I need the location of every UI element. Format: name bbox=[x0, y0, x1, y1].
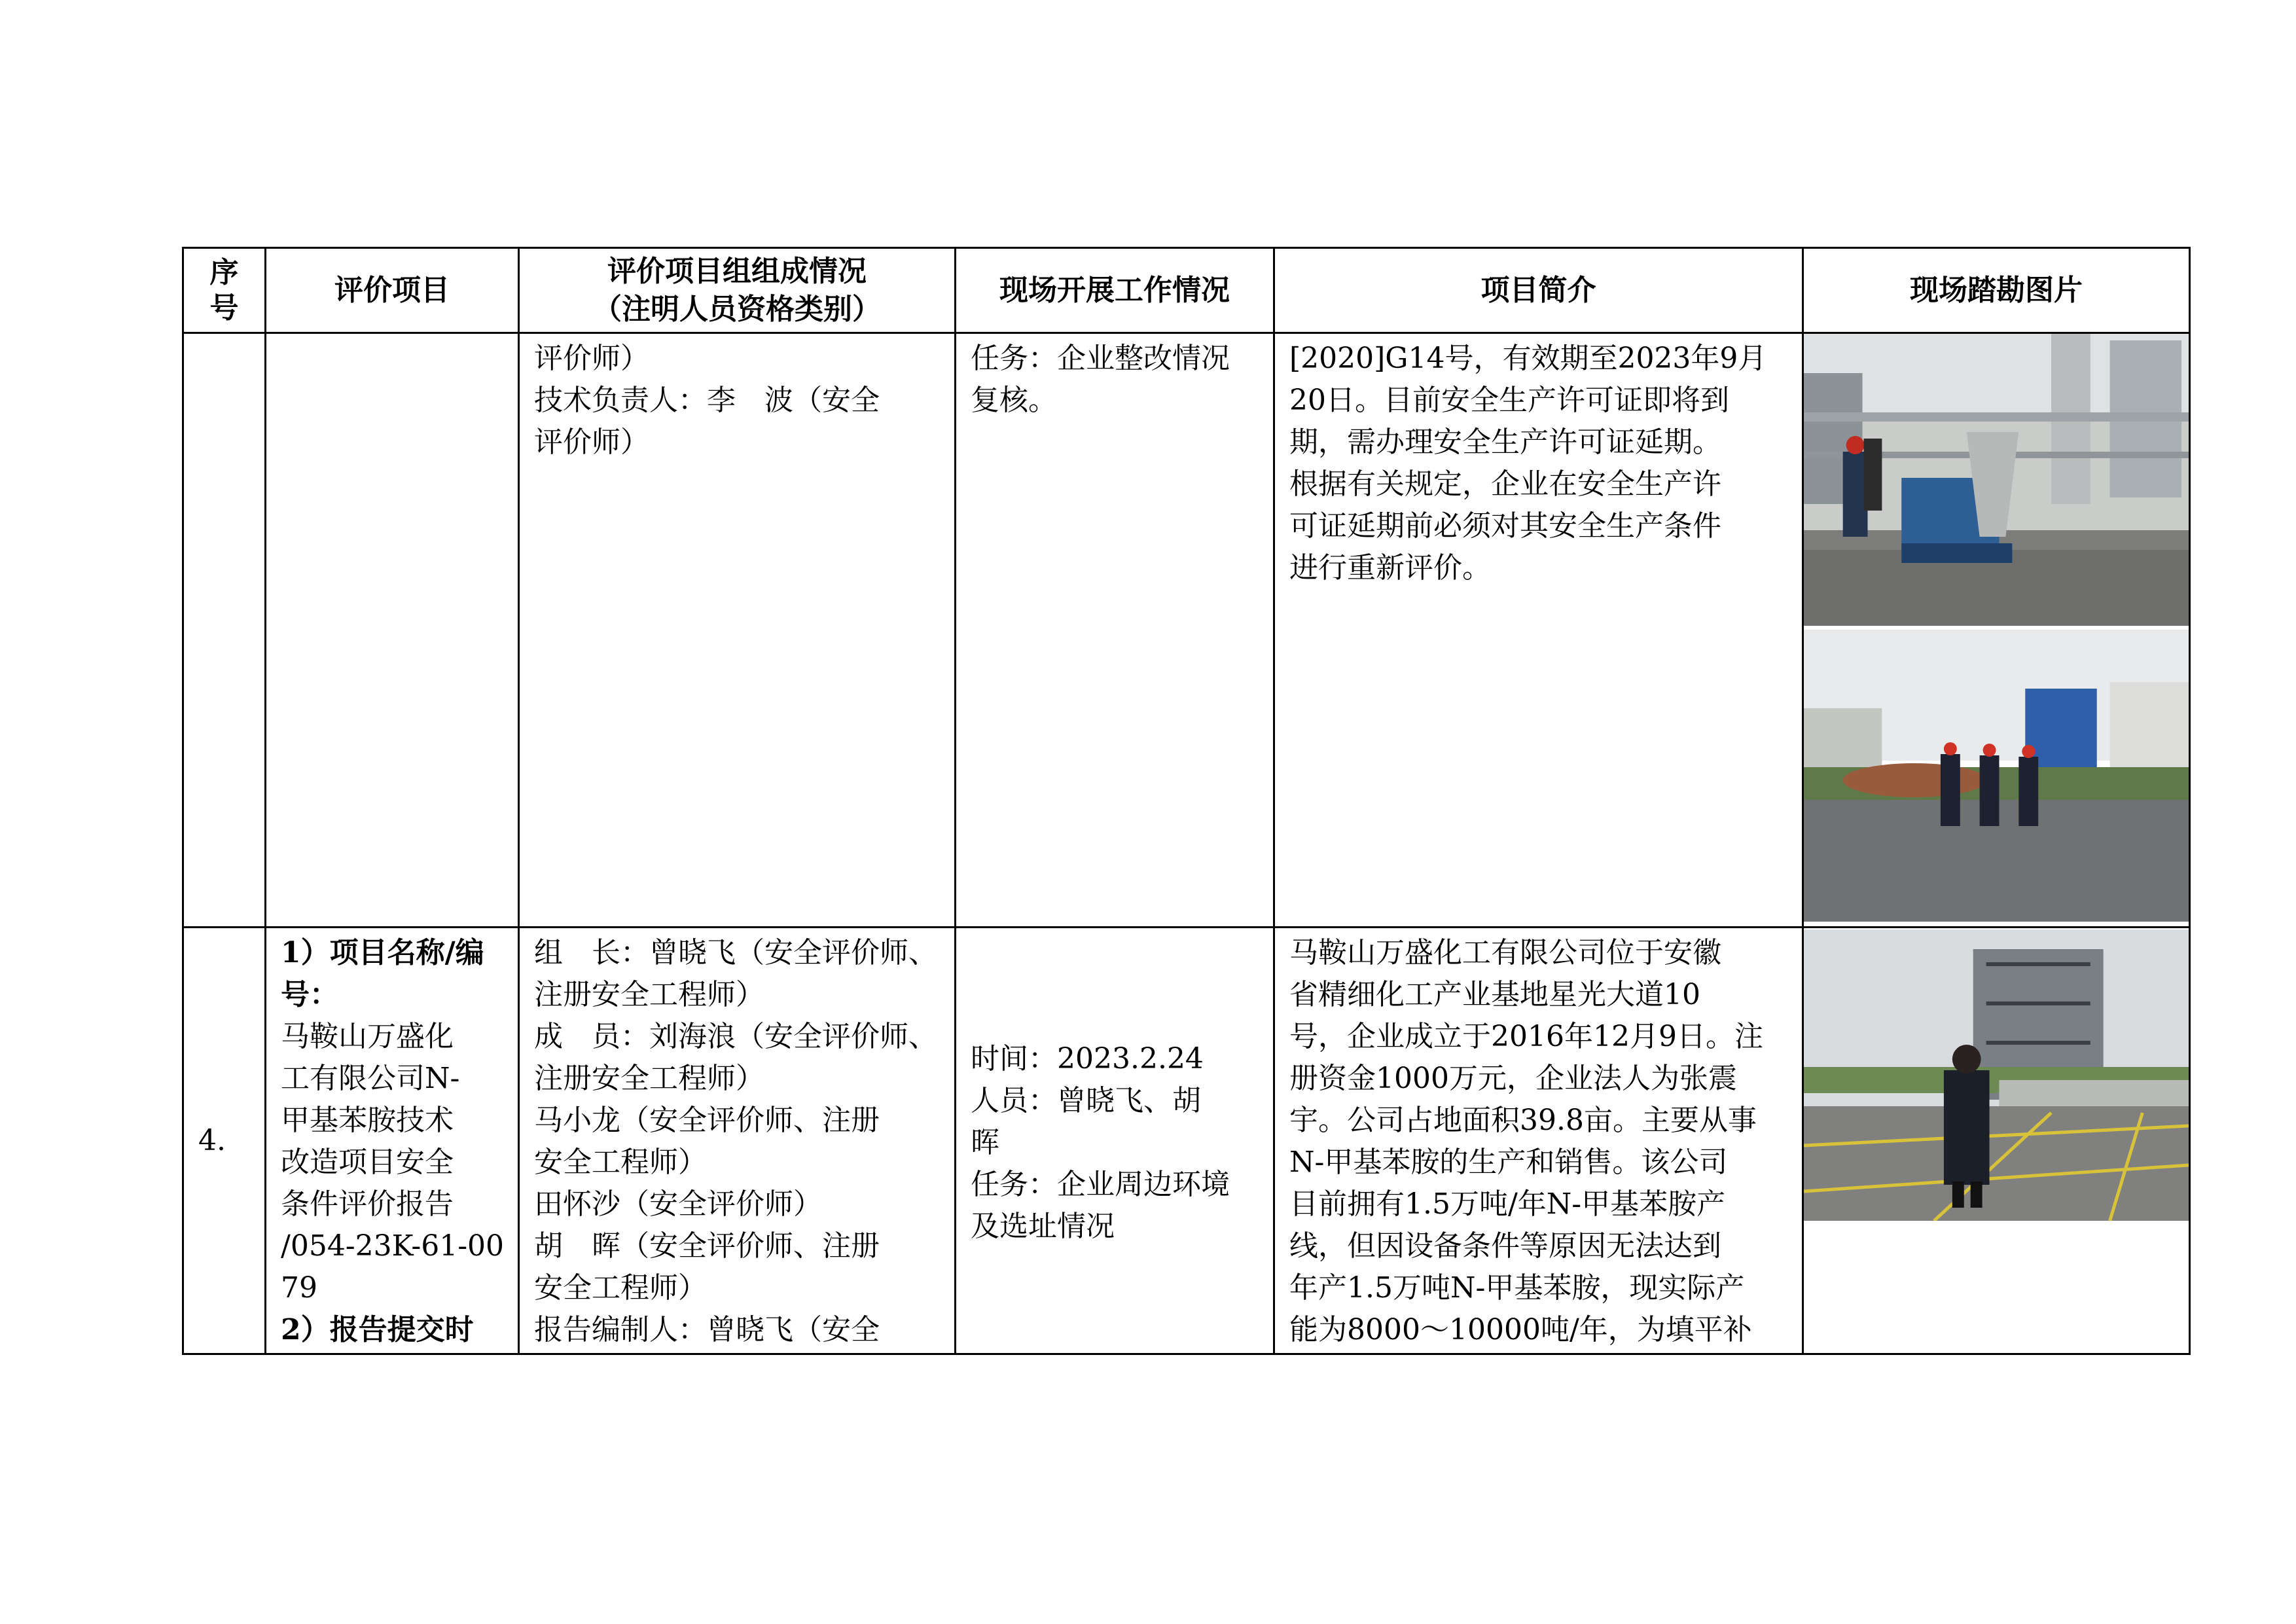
team-line: 安全工程师） bbox=[534, 1271, 707, 1305]
header-intro: 项目简介 bbox=[1274, 248, 1803, 333]
project-line: /054-23K-61-00 bbox=[281, 1229, 505, 1263]
row1-photos-cell bbox=[1803, 333, 2190, 928]
row2-intro-cell bbox=[1274, 928, 1803, 1354]
site-photo-plant-entrance bbox=[1804, 928, 2189, 1221]
intro-line: N-甲基苯胺的生产和销售。该公司 bbox=[1289, 1146, 1728, 1179]
project-heading: 号： bbox=[281, 978, 338, 1011]
team-line: 安全工程师） bbox=[534, 1146, 707, 1179]
intro-line: 可证延期前必须对其安全生产条件 bbox=[1289, 509, 1721, 543]
team-line: 胡 晖（安全评价师、注册 bbox=[534, 1229, 880, 1263]
header-team bbox=[519, 248, 956, 333]
row1-project-cell bbox=[266, 333, 519, 928]
intro-line: 根据有关规定，企业在安全生产许 bbox=[1289, 467, 1721, 501]
intro-line: 目前拥有1.5万吨/年N-甲基苯胺产 bbox=[1289, 1187, 1726, 1221]
intro-line: 册资金1000万元，企业法人为张震 bbox=[1289, 1062, 1737, 1095]
project-line: 工有限公司N- bbox=[281, 1062, 460, 1095]
onsite-line: 时间：2023.2.24 bbox=[971, 1041, 1204, 1075]
header-project: 评价项目 bbox=[266, 248, 519, 333]
onsite-line: 任务：企业整改情况 bbox=[971, 342, 1230, 375]
header-onsite: 现场开展工作情况 bbox=[956, 248, 1274, 333]
header-team-line2: （注明人员资格类别） bbox=[593, 292, 881, 326]
project-heading: 1）项目名称/编 bbox=[281, 936, 484, 969]
header-seq: 序 号 bbox=[183, 248, 266, 333]
intro-line: 20日。目前安全生产许可证即将到 bbox=[1289, 384, 1729, 417]
row1-intro-cell bbox=[1274, 333, 1803, 928]
project-line: 甲基苯胺技术 bbox=[281, 1104, 454, 1137]
team-line: 报告编制人：曾晓飞（安全 bbox=[534, 1313, 880, 1346]
intro-line: 能为8000～10000吨/年，为填平补 bbox=[1289, 1313, 1752, 1346]
team-line: 成 员：刘海浪（安全评价师、 bbox=[534, 1020, 937, 1053]
project-heading: 2）报告提交时 bbox=[281, 1313, 474, 1346]
project-line: 79 bbox=[281, 1271, 317, 1305]
table-row bbox=[183, 928, 2190, 1354]
onsite-line: 及选址情况 bbox=[971, 1209, 1115, 1243]
intro-line: 马鞍山万盛化工有限公司位于安徽 bbox=[1289, 936, 1721, 969]
intro-line: 线，但因设备条件等原因无法达到 bbox=[1289, 1229, 1721, 1263]
site-photo-group bbox=[1804, 630, 2189, 922]
intro-line: [2020]G14号，有效期至2023年9月 bbox=[1289, 342, 1767, 375]
project-line: 条件评价报告 bbox=[281, 1187, 454, 1221]
team-line: 评价师） bbox=[534, 342, 649, 375]
intro-line: 省精细化工产业基地星光大道10 bbox=[1289, 978, 1700, 1011]
row2-photos-cell bbox=[1803, 928, 2190, 1354]
team-line: 马小龙（安全评价师、注册 bbox=[534, 1104, 880, 1137]
row2-project-cell bbox=[266, 928, 519, 1354]
intro-line: 号，企业成立于2016年12月9日。注 bbox=[1289, 1020, 1763, 1053]
intro-line: 进行重新评价。 bbox=[1289, 551, 1491, 585]
intro-line: 宇。公司占地面积39.8亩。主要从事 bbox=[1289, 1104, 1757, 1137]
header-photos: 现场踏勘图片 bbox=[1803, 248, 2190, 333]
project-line: 改造项目安全 bbox=[281, 1146, 454, 1179]
row2-onsite-cell bbox=[956, 928, 1274, 1354]
project-line: 马鞍山万盛化 bbox=[281, 1020, 454, 1053]
onsite-line: 人员：曾晓飞、胡 bbox=[971, 1083, 1201, 1117]
row2-team-cell bbox=[519, 928, 956, 1354]
intro-line: 年产1.5万吨N-甲基苯胺，现实际产 bbox=[1289, 1271, 1745, 1305]
row1-team-cell bbox=[519, 333, 956, 928]
team-line: 注册安全工程师） bbox=[534, 1062, 764, 1095]
onsite-line: 复核。 bbox=[971, 384, 1057, 417]
team-line: 技术负责人：李 波（安全 bbox=[534, 384, 880, 417]
table-row bbox=[183, 333, 2190, 928]
row1-seq-cell bbox=[183, 333, 266, 928]
team-line: 注册安全工程师） bbox=[534, 978, 764, 1011]
intro-line: 期，需办理安全生产许可证延期。 bbox=[1289, 425, 1721, 459]
team-line: 评价师） bbox=[534, 425, 649, 459]
team-line: 田怀沙（安全评价师） bbox=[534, 1187, 822, 1221]
onsite-line: 任务：企业周边环境 bbox=[971, 1167, 1230, 1201]
onsite-line: 晖 bbox=[971, 1125, 999, 1159]
team-line: 组 长：曾晓飞（安全评价师、 bbox=[534, 936, 937, 969]
evaluation-table bbox=[182, 247, 2191, 1355]
row1-onsite-cell bbox=[956, 333, 1274, 928]
header-team-line1: 评价项目组组成情况 bbox=[607, 254, 867, 288]
site-photo-equipment bbox=[1804, 334, 2189, 630]
table-header-row bbox=[183, 248, 2190, 333]
row2-seq-cell: 4. bbox=[183, 928, 266, 1354]
